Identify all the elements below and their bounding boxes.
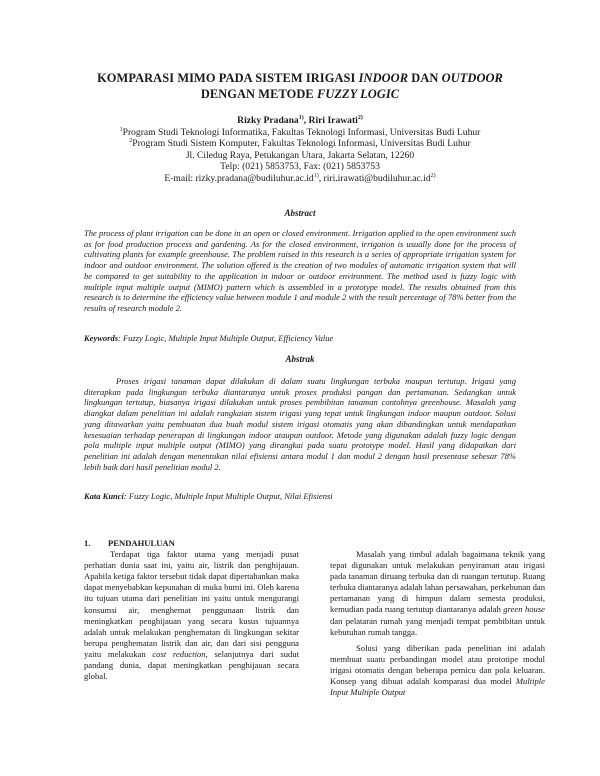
kata-kunci: Kata Kunci: Fuzzy Logic, Multiple Input Multiple Output, Nilai Efisiensi	[84, 491, 333, 501]
column-right	[330, 549, 545, 698]
paper-title: KOMPARASI MIMO PADA SISTEM IRIGASI INDOOR DAN OUTDOOR DENGAN METODE FUZZY LOGIC	[97, 71, 503, 101]
paragraph: Terdapat tiga faktor utama yang menjadi pusat perhatian dunia saat ini, yaitu air, listrik dan penghijauan. Apabila ketiga faktor tersebut tidak dapat dipertahankan maka dapat menyebabkan kepunahan di muka bumi ini. Oleh karena itu tujuan utama dari penelitian ini yaitu untuk mengurangi konsumsi air, menghemat penggunaan listrik dan meningkatkan penghijauan yang secara kusus tujuannya adalah untuk melakukan penghematan di lingkungan sekitar berupa penghematan listrik dan air, dan dari sisi pengguna yaitu melakukan cost reduction, selanjutnya dari sudut pandang dunia, dapat meningkatkan penghijauan secara global.	[84, 549, 300, 682]
section-heading: 1. PENDAHULUAN	[84, 538, 175, 548]
keywords: Keywords: Fuzzy Logic, Multiple Input Multiple Output, Efficiency Value	[84, 333, 334, 343]
abstract-body: The process of plant irrigation can be done in an open or closed environment. Irrigation applied to the open environment such as for food production process and gardening. As for the closed environment, irrigation is usually done for the process of cultivating plants for example greenhouse. The problem raised in this research is a series of appropriate irrigation system for indoor and outdoor environment. The solution offered is the creation of two modules of automatic irrigation system that will be compared to get suitability to the application in indoor or outdoor environment. The method used is fuzzy logic with multiple input multiple output (MIMO) pattern which is assembled in a prototype model. The results obtained from this research is to determine the efficiency value between module 1 and module 2 with the result percentage of 78% better from the results of research module 2.	[84, 228, 516, 313]
paragraph: Solusi yang diberikan pada penelitian ini adalah membuat suatu perbandingan model atau prototipe modul irigasi otomatis dengan beberapa pemicu dan pola keluaran. Konsep yang dibuat adalah komparasi dua model Multiple Input Multiple Output	[330, 642, 545, 698]
paragraph: Masalah yang timbul adalah bagaimana teknik yang tepat digunakan untuk melakukan penyiraman atau irigasi pada tanaman diruang terbuka dan di ruangan tertutup. Ruang terbuka diantaranya adalah lahan persawahan, perkebunan dan pertamanan yang di himpun dalam semesta produksi, kemudian pada ruang tertutup diantaranya adalah green house dan pelataran rumah yang menjadi tempat pembibitan untuk kebutuhan rumah tangga.	[330, 549, 545, 637]
phone-fax: Telp: (021) 5853753, Fax: (021) 5853753	[220, 161, 380, 172]
abstrak-body: Proses irigasi tanaman dapat dilakukan di dalam suatu lingkungan terbuka maupun tertutup. Irigasi yang diterapkan pada lingkungan terbuka diantaranya untuk proses produksi pangan dan pertamanan. Sedangkan untuk lingkungan tertutup, biasanya irigasi dilakukan untuk proses pembibitan tanaman contohnya greenhouse. Masalah yang diangkat dalam penelitian ini adalah rangkaian sistem irigasi yang tepat untuk lingkungan indoor maupun outdoor. Solusi yang ditawarkan yaitu pembuatan dua buah modul sistem irigasi otomatis yang akan dibandingkan untuk mendapatkan kesesuaian terhadap penerapan di lingkungan indoor ataupun outdoor. Metode yang digunakan adalah fuzzy logic dengan pola multiple input multiple output (MIMO) yang dirangkai pada suatu prototype model. Hasil yang didapatkan dari penelitian ini adalah dengan menentukan nilai efisiensi antara modul 1 dan modul 2 dengan hasil presentase sebesar 78% lebih baik dari hasil penelitian modul 2.	[84, 376, 516, 472]
author-names: Rizky Pradana$^{1)}$, Riri Irawati$^{2)}$	[237, 114, 363, 126]
abstrak-heading: Abstrak	[285, 354, 315, 364]
address: Jl. Ciledug Raya, Petukangan Utara, Jakarta Selatan, 12260	[185, 149, 415, 161]
author-block	[60, 115, 540, 184]
abstract-heading: Abstract	[284, 208, 316, 218]
affiliation-2: $^2$Program Studi Sistem Komputer, Fakultas Teknologi Informasi, Universitas Budi Luhur	[129, 137, 471, 149]
column-left	[84, 538, 299, 682]
email: E-mail: $rizky.pradana@budiluhur.ac.id^{1)}$, $riri.irawati@budiluhur.ac.id^{2)}$	[164, 172, 436, 184]
affiliation-1: $^1$Program Studi Teknologi Informatika, Fakultas Teknologi Informasi, Universitas Budi Luhur	[119, 126, 481, 138]
